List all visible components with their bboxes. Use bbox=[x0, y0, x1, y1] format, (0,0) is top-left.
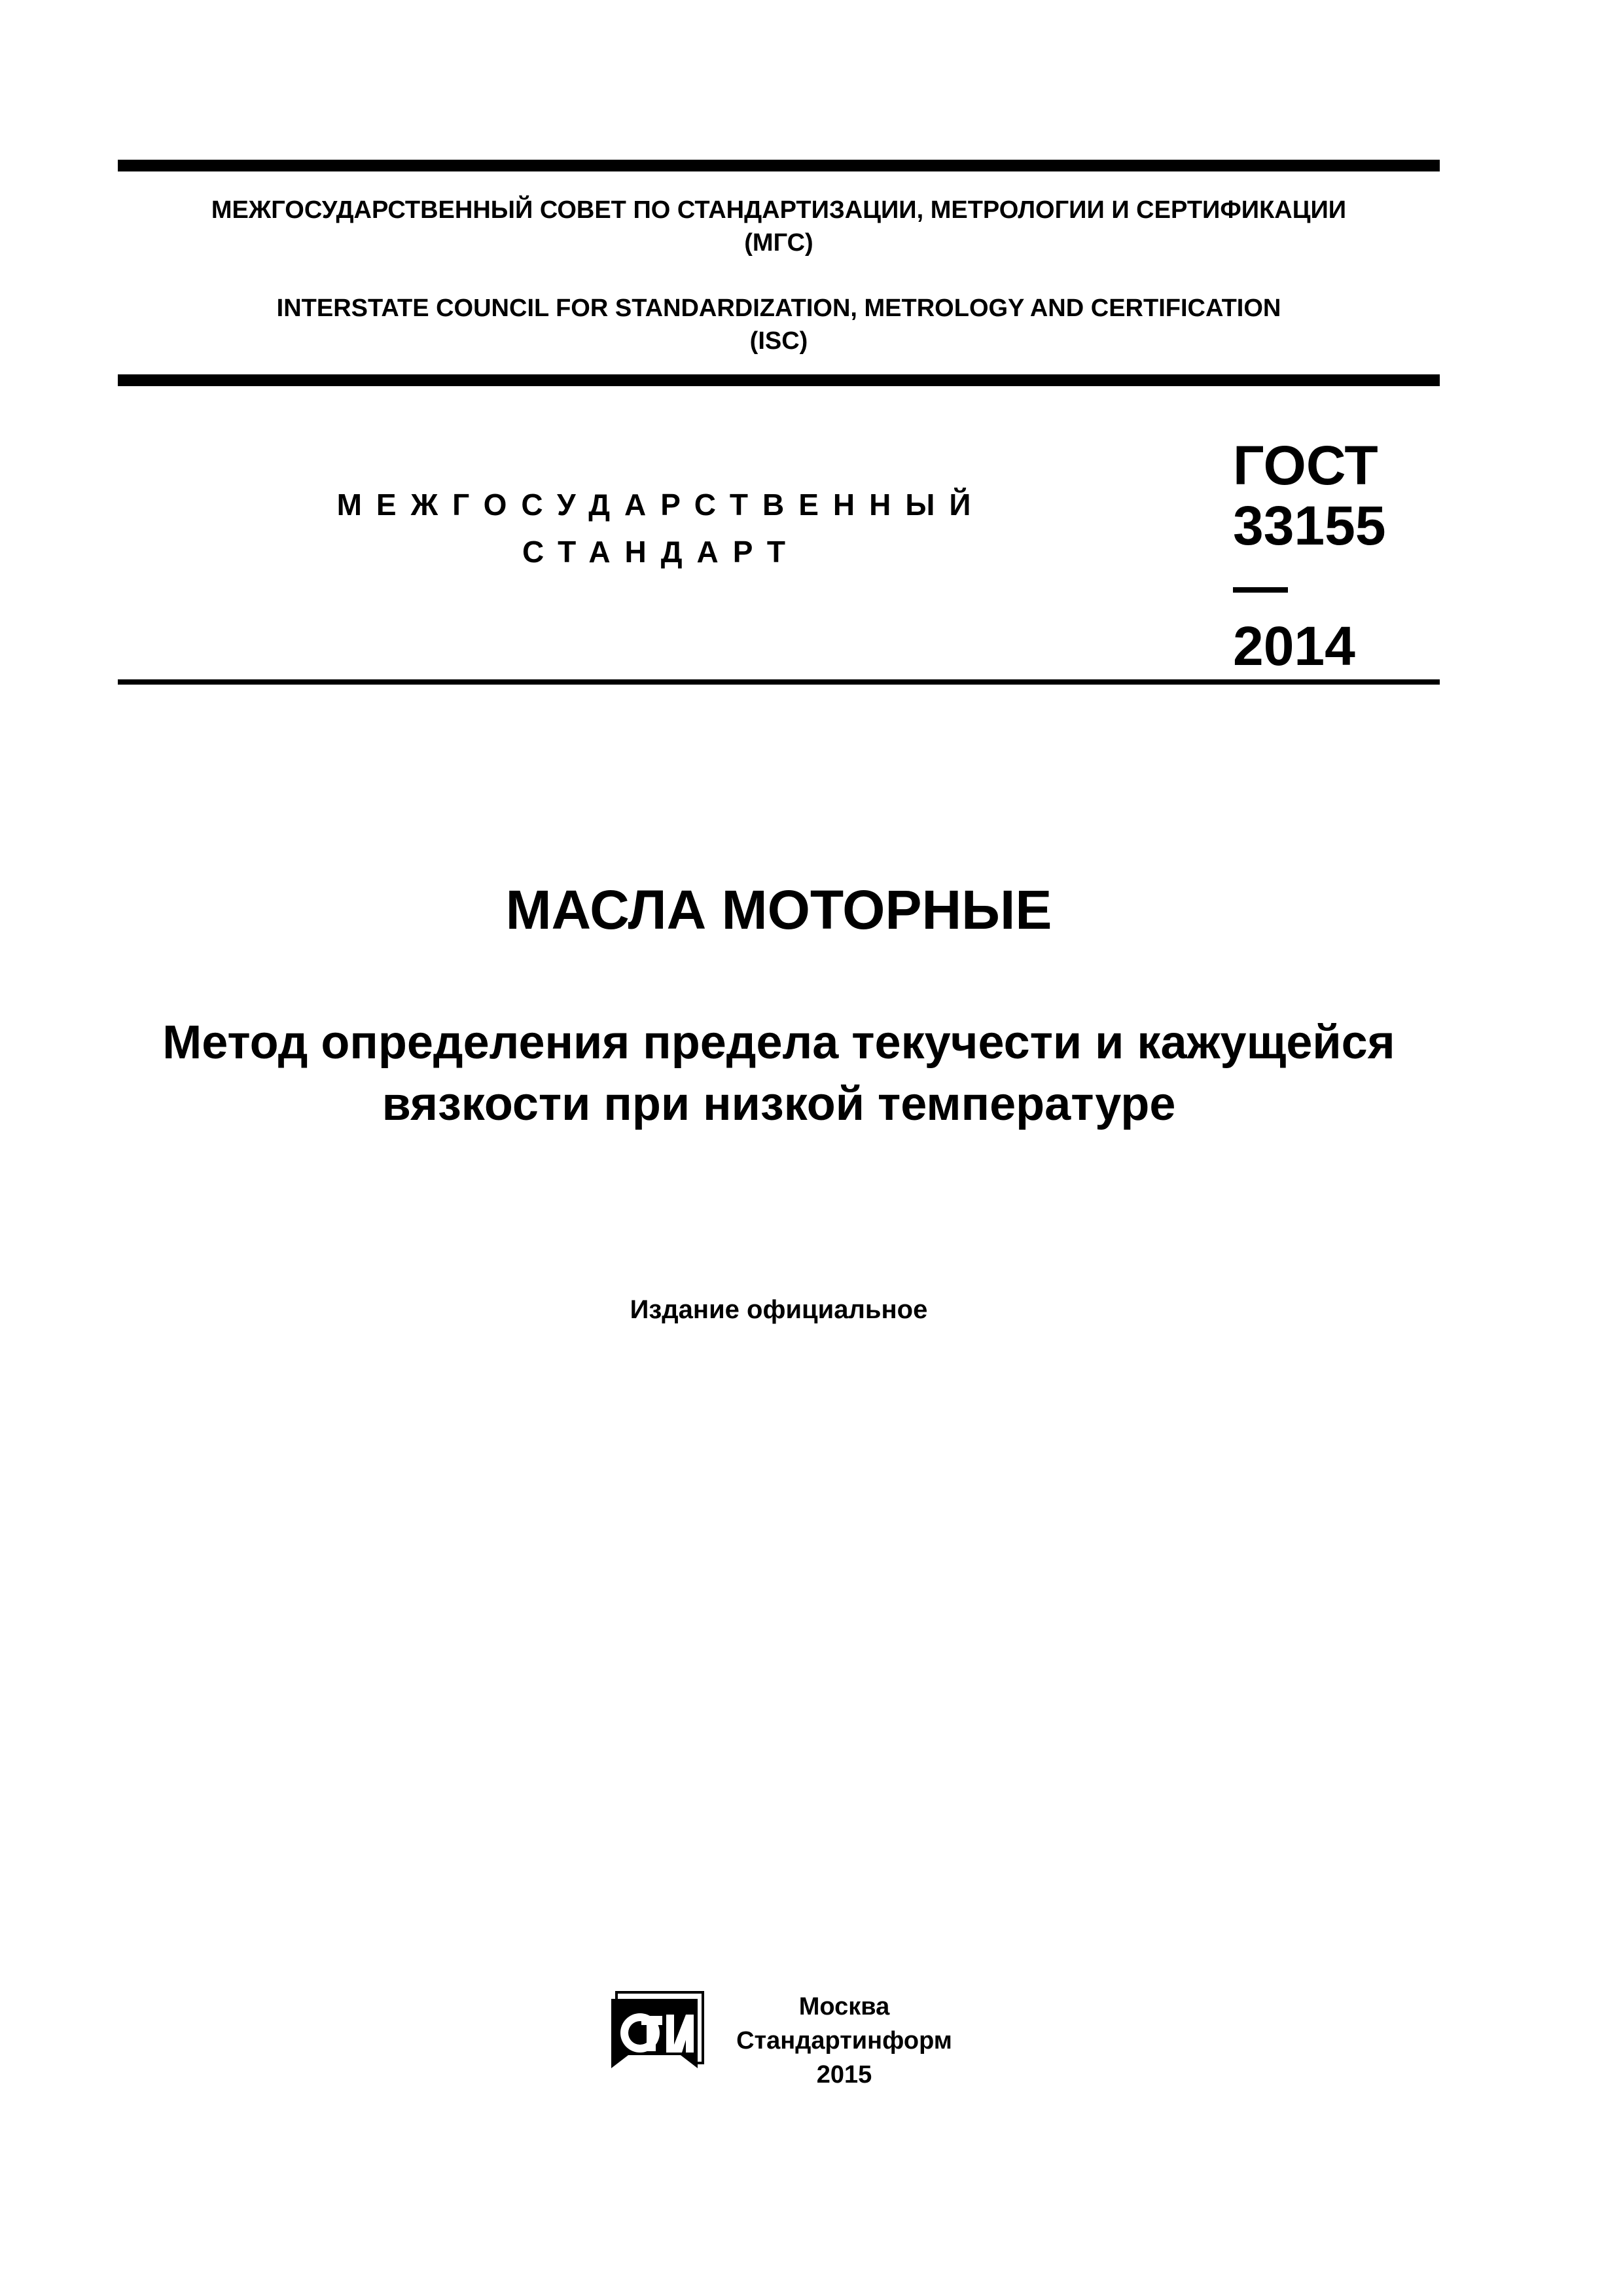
top-rule bbox=[118, 160, 1440, 171]
publisher-logo-icon bbox=[609, 1990, 705, 2071]
imprint-city: Москва bbox=[798, 1993, 890, 2020]
subtitle-line2: вязкости при низкой температуре bbox=[382, 1078, 1176, 1130]
council-abbr-en: (ISC) bbox=[749, 327, 808, 355]
document-subtitle bbox=[131, 1012, 1427, 1135]
edition-label: Издание официальное bbox=[630, 1295, 928, 1324]
designation-number: 33155— bbox=[1233, 495, 1386, 617]
designation-year: 2014 bbox=[1233, 615, 1355, 677]
council-name-en bbox=[118, 292, 1440, 357]
standard-type-line2: СТАНДАРТ bbox=[522, 535, 800, 569]
council-abbr-ru: (МГС) bbox=[744, 229, 813, 257]
standard-type-label bbox=[275, 481, 1047, 575]
imprint-year: 2015 bbox=[816, 2061, 872, 2089]
council-name-ru bbox=[118, 194, 1440, 259]
standard-designation bbox=[1233, 435, 1429, 676]
lower-rule bbox=[118, 679, 1440, 685]
council-name-ru-line: МЕЖГОСУДАРСТВЕННЫЙ СОВЕТ ПО СТАНДАРТИЗАЦИИ, МЕТРОЛОГИИ И СЕРТИФИКАЦИИ bbox=[211, 196, 1347, 224]
document-title: МАСЛА МОТОРНЫЕ bbox=[505, 879, 1052, 941]
subtitle-line1: Метод определения предела текучести и кажущейся bbox=[162, 1016, 1395, 1069]
imprint bbox=[720, 1990, 969, 2092]
middle-rule bbox=[118, 374, 1440, 386]
designation-prefix: ГОСТ bbox=[1233, 435, 1378, 496]
imprint-publisher: Стандартинформ bbox=[736, 2027, 952, 2054]
standard-type-line1: МЕЖГОСУДАРСТВЕННЫЙ bbox=[336, 488, 986, 522]
council-name-en-line: INTERSTATE COUNCIL FOR STANDARDIZATION, METROLOGY AND CERTIFICATION bbox=[276, 295, 1281, 322]
